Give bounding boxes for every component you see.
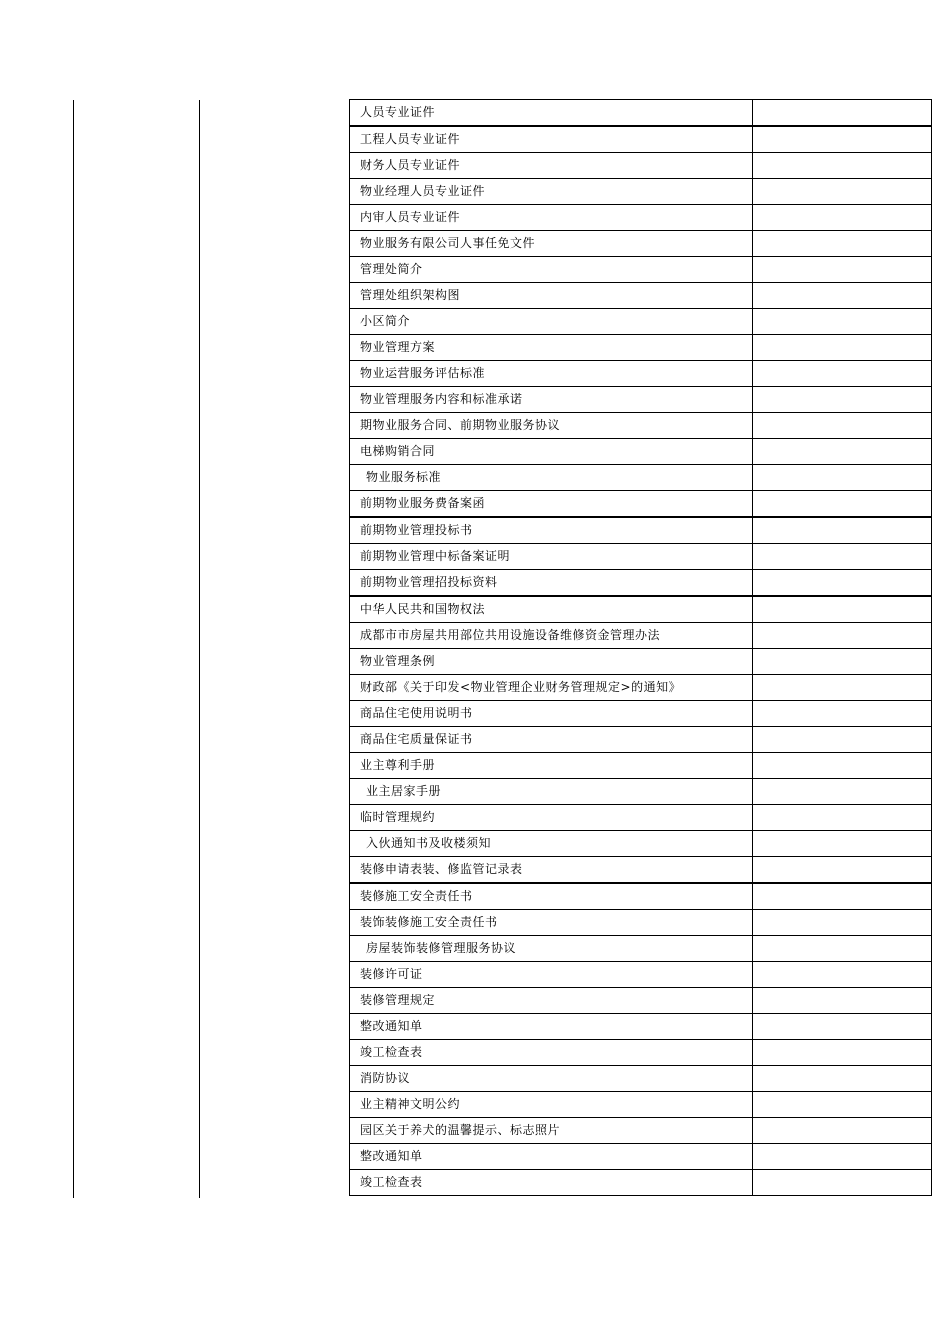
document-name-cell: 商品住宅使用说明书	[350, 701, 753, 727]
document-value-cell	[753, 283, 932, 309]
document-value-cell	[753, 517, 932, 544]
table-row	[350, 439, 932, 465]
table-row	[350, 1092, 932, 1118]
document-value-cell	[753, 936, 932, 962]
table-row	[350, 544, 932, 570]
document-value-cell	[753, 570, 932, 597]
table-row	[350, 491, 932, 518]
document-value-cell	[753, 231, 932, 257]
table-row	[350, 231, 932, 257]
document-name-cell: 物业服务有限公司人事任免文件	[350, 231, 753, 257]
document-value-cell	[753, 387, 932, 413]
table-row	[350, 701, 932, 727]
document-value-cell	[753, 491, 932, 518]
document-value-cell	[753, 596, 932, 623]
document-name-cell: 前期物业管理投标书	[350, 517, 753, 544]
table-row	[350, 883, 932, 910]
document-value-cell	[753, 857, 932, 884]
table-row	[350, 1040, 932, 1066]
table-row	[350, 126, 932, 153]
document-value-cell	[753, 179, 932, 205]
document-name-cell: 临时管理规约	[350, 805, 753, 831]
document-name-cell: 物业管理条例	[350, 649, 753, 675]
document-value-cell	[753, 465, 932, 491]
document-name-cell: 财务人员专业证件	[350, 153, 753, 179]
document-name-cell: 物业运营服务评估标准	[350, 361, 753, 387]
document-name-cell: 物业经理人员专业证件	[350, 179, 753, 205]
document-name-cell: 前期物业管理招投标资料	[350, 570, 753, 597]
table-row	[350, 805, 932, 831]
table-row	[350, 283, 932, 309]
table-row	[350, 727, 932, 753]
left-column-border	[73, 100, 74, 1198]
document-name-cell: 入伙通知书及收楼须知	[350, 831, 753, 857]
table-row	[350, 779, 932, 805]
document-value-cell	[753, 335, 932, 361]
document-value-cell	[753, 779, 932, 805]
table-row	[350, 936, 932, 962]
document-value-cell	[753, 1170, 932, 1196]
table-row	[350, 257, 932, 283]
table-row	[350, 649, 932, 675]
table-row	[350, 962, 932, 988]
document-name-cell: 前期物业服务费备案函	[350, 491, 753, 518]
table-row	[350, 1118, 932, 1144]
table-row	[350, 153, 932, 179]
document-name-cell: 物业管理方案	[350, 335, 753, 361]
table-row	[350, 1170, 932, 1196]
document-name-cell: 装修许可证	[350, 962, 753, 988]
document-name-cell: 整改通知单	[350, 1144, 753, 1170]
document-name-cell: 财政部《关于印发<物业管理企业财务管理规定>的通知》	[350, 675, 753, 701]
document-name-cell: 中华人民共和国物权法	[350, 596, 753, 623]
document-name-cell: 期物业服务合同、前期物业服务协议	[350, 413, 753, 439]
table-row	[350, 857, 932, 884]
document-value-cell	[753, 100, 932, 127]
document-value-cell	[753, 413, 932, 439]
document-name-cell: 商品住宅质量保证书	[350, 727, 753, 753]
table-row	[350, 570, 932, 597]
table-row	[350, 910, 932, 936]
document-value-cell	[753, 831, 932, 857]
document-value-cell	[753, 1144, 932, 1170]
document-value-cell	[753, 205, 932, 231]
document-name-cell: 装修申请表装、修监管记录表	[350, 857, 753, 884]
document-name-cell: 成都市市房屋共用部位共用设施设备维修资金管理办法	[350, 623, 753, 649]
document-value-cell	[753, 1118, 932, 1144]
table-row	[350, 387, 932, 413]
document-name-cell: 内审人员专业证件	[350, 205, 753, 231]
table-row	[350, 1014, 932, 1040]
document-value-cell	[753, 701, 932, 727]
document-value-cell	[753, 1066, 932, 1092]
document-value-cell	[753, 623, 932, 649]
document-value-cell	[753, 883, 932, 910]
document-name-cell: 业主尊利手册	[350, 753, 753, 779]
document-value-cell	[753, 126, 932, 153]
document-name-cell: 前期物业管理中标备案证明	[350, 544, 753, 570]
document-value-cell	[753, 439, 932, 465]
document-name-cell: 电梯购销合同	[350, 439, 753, 465]
table-row	[350, 675, 932, 701]
document-value-cell	[753, 153, 932, 179]
document-name-cell: 竣工检查表	[350, 1170, 753, 1196]
document-name-cell: 业主居家手册	[350, 779, 753, 805]
document-value-cell	[753, 257, 932, 283]
table-row	[350, 309, 932, 335]
document-value-cell	[753, 753, 932, 779]
table-row	[350, 988, 932, 1014]
table-row	[350, 413, 932, 439]
document-name-cell: 装修管理规定	[350, 988, 753, 1014]
document-name-cell: 房屋装饰装修管理服务协议	[350, 936, 753, 962]
document-value-cell	[753, 361, 932, 387]
document-name-cell: 工程人员专业证件	[350, 126, 753, 153]
table-row	[350, 753, 932, 779]
table-row	[350, 361, 932, 387]
document-value-cell	[753, 988, 932, 1014]
document-value-cell	[753, 1092, 932, 1118]
document-value-cell	[753, 727, 932, 753]
document-name-cell: 管理处简介	[350, 257, 753, 283]
table-row	[350, 205, 932, 231]
document-name-cell: 业主精神文明公约	[350, 1092, 753, 1118]
document-name-cell: 装修施工安全责任书	[350, 883, 753, 910]
document-name-cell: 管理处组织架构图	[350, 283, 753, 309]
document-value-cell	[753, 1014, 932, 1040]
document-list-table	[349, 99, 932, 1196]
document-name-cell: 物业服务标准	[350, 465, 753, 491]
document-value-cell	[753, 675, 932, 701]
table-row	[350, 179, 932, 205]
document-name-cell: 物业管理服务内容和标准承诺	[350, 387, 753, 413]
document-name-cell: 消防协议	[350, 1066, 753, 1092]
document-value-cell	[753, 544, 932, 570]
table-row	[350, 831, 932, 857]
document-value-cell	[753, 309, 932, 335]
document-name-cell: 装饰装修施工安全责任书	[350, 910, 753, 936]
document-name-cell: 整改通知单	[350, 1014, 753, 1040]
table-row	[350, 517, 932, 544]
document-value-cell	[753, 962, 932, 988]
table-row	[350, 623, 932, 649]
document-name-cell: 人员专业证件	[350, 100, 753, 127]
table-row	[350, 335, 932, 361]
middle-column-border	[199, 100, 200, 1198]
document-name-cell: 园区关于养犬的温馨提示、标志照片	[350, 1118, 753, 1144]
document-value-cell	[753, 1040, 932, 1066]
table-row	[350, 596, 932, 623]
document-value-cell	[753, 649, 932, 675]
document-name-cell: 小区简介	[350, 309, 753, 335]
table-row	[350, 1066, 932, 1092]
document-value-cell	[753, 910, 932, 936]
document-name-cell: 竣工检查表	[350, 1040, 753, 1066]
document-value-cell	[753, 805, 932, 831]
document-list-body	[350, 100, 932, 1196]
table-row	[350, 100, 932, 127]
table-row	[350, 1144, 932, 1170]
table-row	[350, 465, 932, 491]
